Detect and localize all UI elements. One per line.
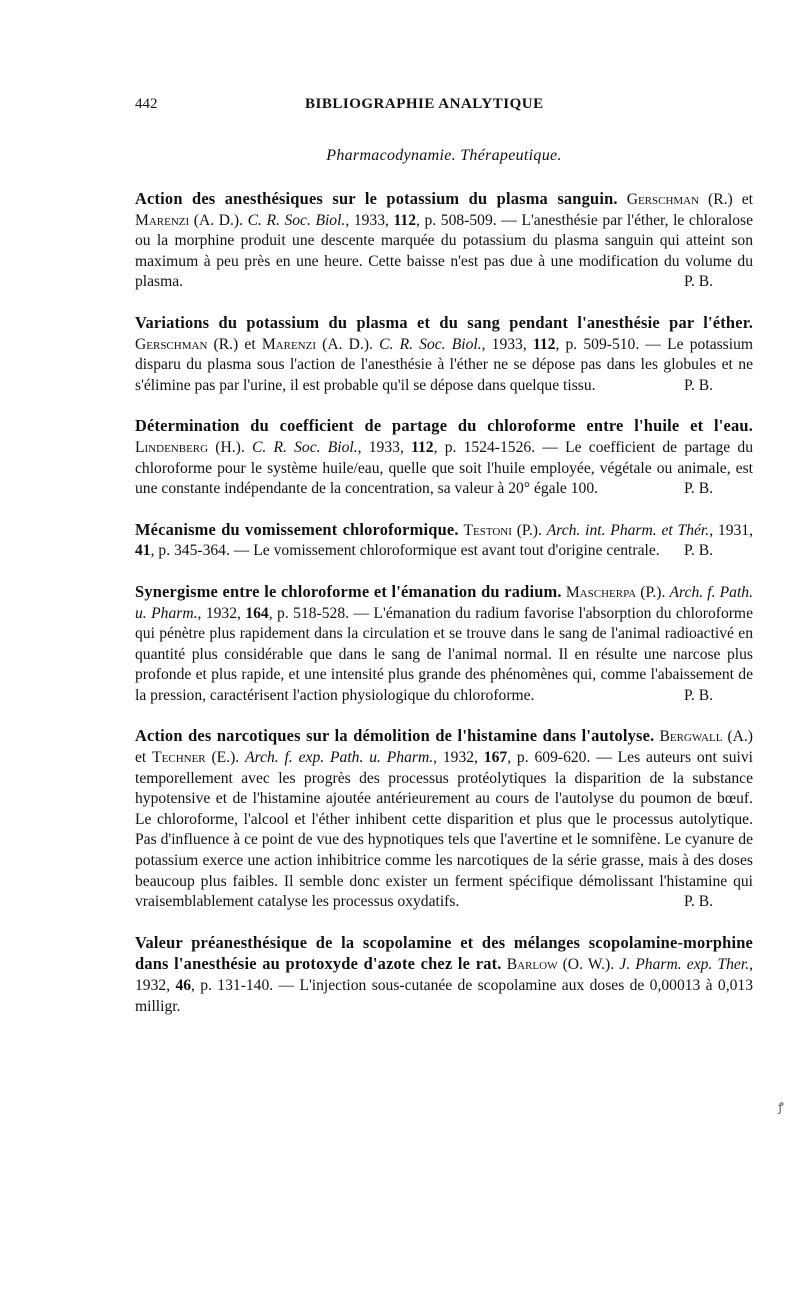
reference-pages: , p. 509-510. — — [555, 335, 668, 353]
entry-signature: P. B. — [683, 376, 713, 394]
page-header — [135, 96, 753, 120]
entry-signature: P. B. — [683, 893, 713, 911]
author-name: Gerschman — [135, 335, 208, 353]
running-head: BIBLIOGRAPHIE ANALYTIQUE — [305, 96, 544, 112]
author-name: Mascherpa — [565, 583, 637, 601]
reference-year: , 1932, — [135, 956, 753, 994]
bibliography-entry-5 — [135, 582, 753, 707]
entry-title: Action des narcotiques sur la démolition de l'histamine dans l'autolyse. — [135, 726, 655, 746]
reference-year: , 1932, — [197, 604, 246, 622]
entry-signature: P. B. — [683, 542, 713, 560]
author-name: Gerschman — [626, 191, 700, 208]
bibliography-entry-3 — [135, 416, 753, 499]
bibliography-entry-4 — [135, 520, 753, 562]
author-initials: (E.). — [205, 749, 246, 767]
page-number: 442 — [135, 96, 158, 112]
entry-title: Synergisme entre le chloroforme et l'émanation du radium. — [135, 581, 562, 601]
entry-body: Le potassium disparu du plasma sous l'action de l'anesthésie à l'éther ne se dépose pas dans les globules et ne s'élimine pas par l'urine, il est probable qu'il se dépose dans quelque tissu. — [135, 335, 754, 394]
entry-title: Mécanisme du vomissement chloroformique. — [135, 519, 459, 539]
reference-year: , 1932, — [433, 749, 484, 767]
bibliography-entry-6 — [135, 726, 753, 912]
journal-name: C. R. Soc. Biol. — [247, 211, 346, 229]
bibliography-entry-2 — [135, 313, 753, 396]
author-initials: (O. W.). — [557, 956, 620, 974]
reference-pages: , p. 518-528. — — [268, 604, 374, 622]
reference-volume: 46 — [175, 977, 192, 994]
entry-title: Détermination du coefficient de partage du chloroforme entre l'huile et l'eau. — [135, 416, 753, 436]
reference-volume: 112 — [532, 335, 556, 353]
author-name: Bergwall — [659, 728, 723, 746]
reference-pages: , p. 345-364. — — [150, 542, 254, 560]
entry-signature: P. B. — [683, 686, 713, 704]
author-name: Marenzi — [135, 211, 190, 229]
reference-pages: , p. 508-509. — — [416, 211, 522, 229]
journal-name: J. Pharm. exp. Ther. — [619, 956, 750, 974]
author-initials: (P.). — [511, 521, 547, 539]
author-initials: (A. D.). — [189, 211, 248, 229]
bibliography-entry-1 — [135, 189, 753, 293]
entry-body: L'injection sous-cutanée de scopolamine aux doses de 0,00013 à 0,013 milligr. — [135, 977, 754, 1015]
entry-body: L'anesthésie par l'éther, le chloralose ou la morphine produit une descente marquée du potassium du plasma sanguin qui atteint son maximum à peu près en une heure. Cette baisse n'est pas due à une modification du volume du plasma. — [135, 211, 754, 291]
document-page — [135, 96, 753, 1037]
bibliography-entry-7 — [135, 933, 753, 1017]
author-name: Testoni — [463, 521, 512, 539]
entry-body: L'émanation du radium favorise l'absorption du chloroforme qui pénètre plus rapidement dans la circulation et se trouve dans le sang de l'animal radioactivé en quantité plus considérable que dans le sang de l'animal normal. Il en résulte une narcose plus profonde et plus rapide, et une intensité plus grande des phénomènes qui, comme l'abaissement de la pression, caractérisent l'action physiologique du chloroforme. — [135, 604, 753, 704]
entry-title: Variations du potassium du plasma et du sang pendant l'anesthésie par l'éther. — [135, 312, 753, 332]
journal-name: C. R. Soc. Biol. — [379, 335, 482, 353]
entries-list — [135, 189, 753, 1017]
journal-name: Arch. int. Pharm. et Thér. — [546, 521, 710, 539]
author-name: Lindenberg — [135, 438, 209, 456]
journal-name: C. R. Soc. Biol. — [251, 438, 358, 456]
reference-volume: 41 — [135, 542, 151, 560]
entry-signature: P. B. — [683, 273, 713, 291]
author-initials: (P.). — [636, 583, 670, 601]
author-initials: (A. D.). — [316, 335, 380, 353]
reference-volume: 112 — [393, 211, 417, 229]
reference-year: , 1933, — [481, 335, 533, 353]
author-initials: (H.). — [208, 438, 252, 456]
reference-year: , 1931, — [709, 521, 753, 539]
reference-pages: , p. 131-140. — — [191, 977, 300, 994]
author-name: Techner — [152, 749, 206, 767]
entry-title: Action des anesthésiques sur le potassium du plasma sanguin. — [135, 189, 618, 208]
author-initials: (R.) et — [699, 191, 753, 208]
reference-volume: 167 — [483, 749, 508, 767]
reference-pages: , p. 1524-1526. — — [433, 438, 566, 456]
journal-name: Arch. f. Path. u. Pharm. — [135, 583, 753, 622]
author-initials: (R.) et — [207, 335, 262, 353]
author-initials: (A.) et — [135, 728, 753, 767]
entry-body: Les auteurs ont suivi temporellement avec les progrès des processus protéolytiques la disparition de la substance hypotensive et de l'histamine ajoutée antérieurement au cours de l'autolyse du poumon de bœuf. Le chloroforme, l'alcool et l'éther inhibent cette disparition et plus que le processus autolytique. Pas d'influence à ce point de vue des hypnotiques tels que l'avertine et le somnifène. Le cyanure de potassium exerce une action inhibitrice comme les narcotiques de la série grasse, mais à des doses beaucoup plus faibles. Il semble donc exister un ferment spécifique démolissant l'histamine qui vraisemblablement catalyse les processus oxydatifs. — [135, 749, 754, 911]
margin-mark: ꝭ — [778, 1100, 784, 1114]
journal-name: Arch. f. exp. Path. u. Pharm. — [245, 749, 434, 767]
reference-year: , 1933, — [345, 211, 394, 229]
author-name: Marenzi — [261, 335, 317, 353]
section-title: Pharmacodynamie. Thérapeutique. — [326, 147, 562, 164]
reference-volume: 164 — [245, 604, 269, 622]
author-name: Barlow — [506, 956, 558, 974]
entry-body: Le vomissement chloroformique est avant tout d'origine centrale. — [253, 542, 660, 560]
entry-title: Valeur préanesthésique de la scopolamine et des mélanges scopolamine-morphine dans l'anesthésie au protoxyde d'azote chez le rat. — [135, 932, 753, 974]
reference-year: , 1933, — [357, 438, 412, 456]
entry-signature: P. B. — [683, 480, 713, 498]
reference-pages: , p. 609-620. — — [507, 749, 618, 767]
reference-volume: 112 — [411, 438, 434, 456]
entry-body: Le coefficient de partage du chloroforme pour le système huile/eau, quelle que soit l'huile employée, végétale ou animale, est une constante indépendante de la concentration, sa valeur à 20° égale 100. — [135, 438, 754, 498]
